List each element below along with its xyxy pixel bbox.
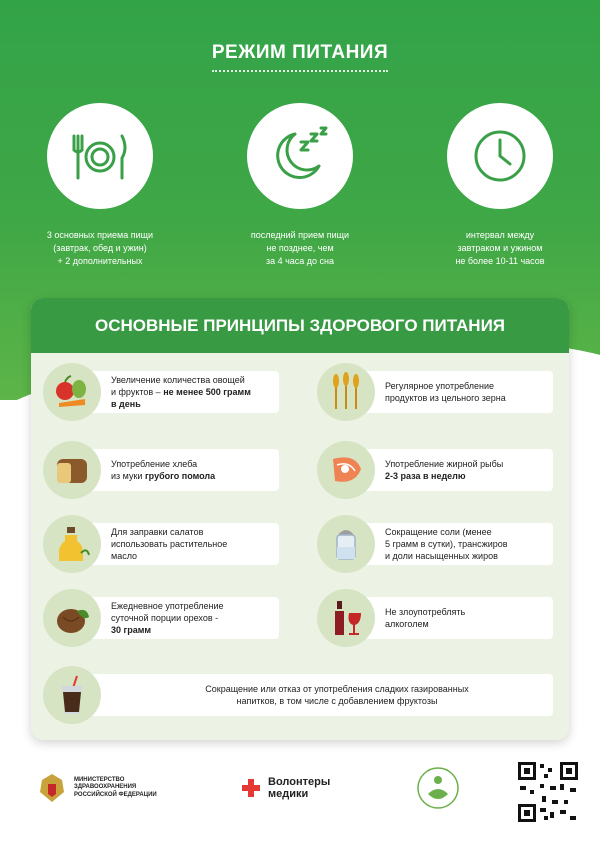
qr-code[interactable] <box>516 760 580 824</box>
red-cross-icon <box>240 777 262 799</box>
principle-text: напитков, в том числе с добавлением фруктозы <box>236 696 438 706</box>
vegetables-fruits-icon <box>43 363 101 421</box>
principle-text: и фруктов – <box>111 387 161 397</box>
principle-vegetables <box>49 371 279 413</box>
regime-meals <box>20 103 180 268</box>
principle-text: Для заправки салатов <box>111 527 204 537</box>
principle-text: Сокращение соли (менее <box>385 527 492 537</box>
principle-text: Сокращение или отказ от употребления сладких газированных <box>205 684 469 694</box>
principle-text: алкоголем <box>385 619 429 629</box>
footer <box>0 750 600 842</box>
wine-icon <box>317 589 375 647</box>
principle-soda <box>49 674 553 716</box>
bread-icon <box>43 441 101 499</box>
ministry-logo <box>36 770 157 806</box>
principle-alcohol <box>323 597 553 639</box>
page-title: РЕЖИМ ПИТАНИЯ <box>211 42 389 63</box>
principles-heading: ОСНОВНЫЕ ПРИНЦИПЫ ЗДОРОВОГО ПИТАНИЯ <box>31 298 569 353</box>
principle-text: Регулярное употребление <box>385 381 495 391</box>
principle-text: использовать растительное <box>111 539 228 549</box>
principle-text: Увеличение количества овощей <box>111 375 245 385</box>
nmic-logo <box>414 764 462 817</box>
ministry-name: МИНИСТЕРСТВО ЗДРАВООХРАНЕНИЯ РОССИЙСКОЙ ФЕДЕРАЦИИ <box>74 776 157 798</box>
principle-text: суточной порции орехов - <box>111 613 219 623</box>
volunteers-name: Волонтеры медики <box>268 776 331 800</box>
principle-bold: 30 грамм <box>111 625 152 635</box>
principle-text: Ежедневное употребление <box>111 601 224 611</box>
regime-last-meal-text: последний прием пищи не позднее, чем за 4 часа до сна <box>250 230 350 266</box>
principle-text: продуктов из цельного зерна <box>385 393 506 403</box>
regime-meals-text: 3 основных приема пищи (завтрак, обед и ужин) + 2 дополнительных <box>46 230 154 266</box>
principle-bold: в день <box>111 399 141 409</box>
moon-sleep-icon <box>247 103 353 209</box>
soda-glass-icon <box>43 666 101 724</box>
principle-text: масло <box>111 551 138 561</box>
principle-bold: не менее 500 грамм <box>163 387 251 397</box>
principle-fish <box>323 449 553 491</box>
principle-bold: 2-3 раза в неделю <box>385 471 466 481</box>
principle-salt <box>323 523 553 565</box>
regime-interval-text: интервал между завтраком и ужином не более 10-11 часов <box>455 230 545 266</box>
oil-bottle-icon <box>43 515 101 573</box>
principle-text: и доли насыщенных жиров <box>385 551 498 561</box>
principle-text: Не злоупотреблять <box>385 607 466 617</box>
clock-icon <box>447 103 553 209</box>
plate-cutlery-icon <box>47 103 153 209</box>
principle-text: из муки <box>111 471 143 481</box>
regime-interval <box>420 103 580 268</box>
title-divider <box>212 70 388 72</box>
principle-bold: грубого помола <box>144 471 216 481</box>
volunteers-logo <box>240 776 330 800</box>
salt-shaker-icon <box>317 515 375 573</box>
nuts-icon <box>43 589 101 647</box>
principle-text: 5 грамм в сутки), трансжиров <box>385 539 508 549</box>
principle-text: Употребление хлеба <box>111 459 198 469</box>
fish-steak-icon <box>317 441 375 499</box>
principle-nuts <box>49 597 279 639</box>
coat-of-arms-icon <box>36 770 68 806</box>
principle-bread <box>49 449 279 491</box>
principle-oil <box>49 523 279 565</box>
principle-wholegrain <box>323 371 553 413</box>
wheat-icon <box>317 363 375 421</box>
principle-text: Употребление жирной рыбы <box>385 459 504 469</box>
principles-card <box>31 298 569 740</box>
regime-last-meal <box>220 103 380 268</box>
